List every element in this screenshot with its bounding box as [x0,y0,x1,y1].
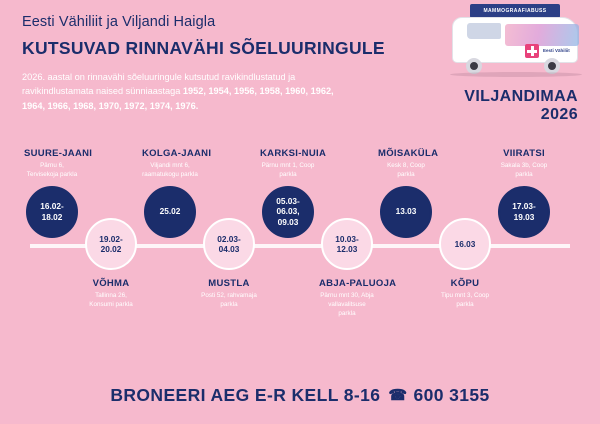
stop-address: Posti 52, rahvamaja parkla [201,292,257,308]
stop-date-bubble: 17.03- 19.03 [498,186,550,238]
timeline-stop [201,218,257,310]
stop-address: Viljandi mnt 6, raamatukogu parkla [142,162,198,178]
header [0,0,600,136]
stop-city-name: MUSTLA [208,278,250,289]
timeline-stop [319,218,397,318]
page-title: KUTSUVAD RINNAVÄHI SÕELUURINGULE [22,38,385,58]
timeline-stop [496,148,552,238]
bus-banner-label: MAMMOGRAAFIABUSS [470,4,560,18]
stop-address: Pärnu mnt 30, Abja vallavalitsuse parkla [320,292,374,317]
stop-address: Tipu mnt 3, Coop parkla [440,292,490,308]
bus-stripe [505,24,579,46]
phone-icon: ☎ [388,387,408,404]
intro-sentence: 2026. aastal on rinnavähi sõeluuringule kutsutud ravikindlustatud ja ravikindlustamata naised sünniaastaga [22,72,296,97]
timeline-stop [24,148,93,238]
stop-city-name: KARKSI-NUIA [260,148,327,159]
region-label [464,88,578,125]
stop-city-name: KÕPU [450,278,480,289]
bus-window [467,23,501,39]
stop-city-name: VÕHMA [92,278,130,289]
stop-city-name: KOLGA-JAANI [142,148,212,159]
stop-date-bubble: 16.03 [439,218,491,270]
stop-address: Tallinna 26, Konsumi parkla [89,292,133,308]
bus-shadow [450,72,582,77]
region-name: VILJANDIMAA [464,88,578,105]
stop-date-bubble: 05.03- 06.03, 09.03 [262,186,314,238]
organizer-line: Eesti Vähiliit ja Viljandi Haigla [22,14,216,30]
mammography-bus-illustration [444,4,586,82]
stop-date-bubble: 10.03- 12.03 [321,218,373,270]
stop-address: Pärnu 6, Tervisekoja parkla [26,162,78,178]
bus-side-text: Eesti Vähiliit [543,48,570,53]
timeline-stop [378,148,439,238]
booking-footer [0,385,600,406]
stop-address: Pärnu mnt 1, Coop parkla [261,162,315,178]
stop-city-name: MÕISAKÜLA [378,148,439,159]
stop-city-name: ABJA-PALUOJA [319,278,397,289]
stop-city-name: SUURE-JAANI [24,148,93,159]
intro-text [22,70,352,113]
stop-address: Sakala 3b, Coop parkla [500,162,548,178]
timeline-stop [437,218,493,310]
timeline-stop [142,148,212,238]
stop-address: Kesk 8, Coop parkla [387,162,425,178]
medical-cross-icon [525,44,539,58]
stop-city-name: VIIRATSI [503,148,545,159]
timeline-stop [83,218,139,310]
timeline-stop [260,148,327,238]
stop-date-bubble: 02.03- 04.03 [203,218,255,270]
region-year: 2026 [540,106,578,124]
booking-text: BRONEERI AEG E-R KELL 8-16 [110,385,381,405]
stop-date-bubble: 19.02- 20.02 [85,218,137,270]
stop-date-bubble: 25.02 [144,186,196,238]
booking-phone-number[interactable]: 600 3155 [413,385,490,405]
stop-date-bubble: 13.03 [380,186,432,238]
schedule-timeline [0,140,600,360]
bus-body [452,17,578,63]
intro-birth-years: 1952, 1954, 1956, 1958, 1960, 1962, 1964, 1966, 1968, 1970, 1972, 1974, 1976. [22,86,334,111]
stop-date-bubble: 16.02- 18.02 [26,186,78,238]
